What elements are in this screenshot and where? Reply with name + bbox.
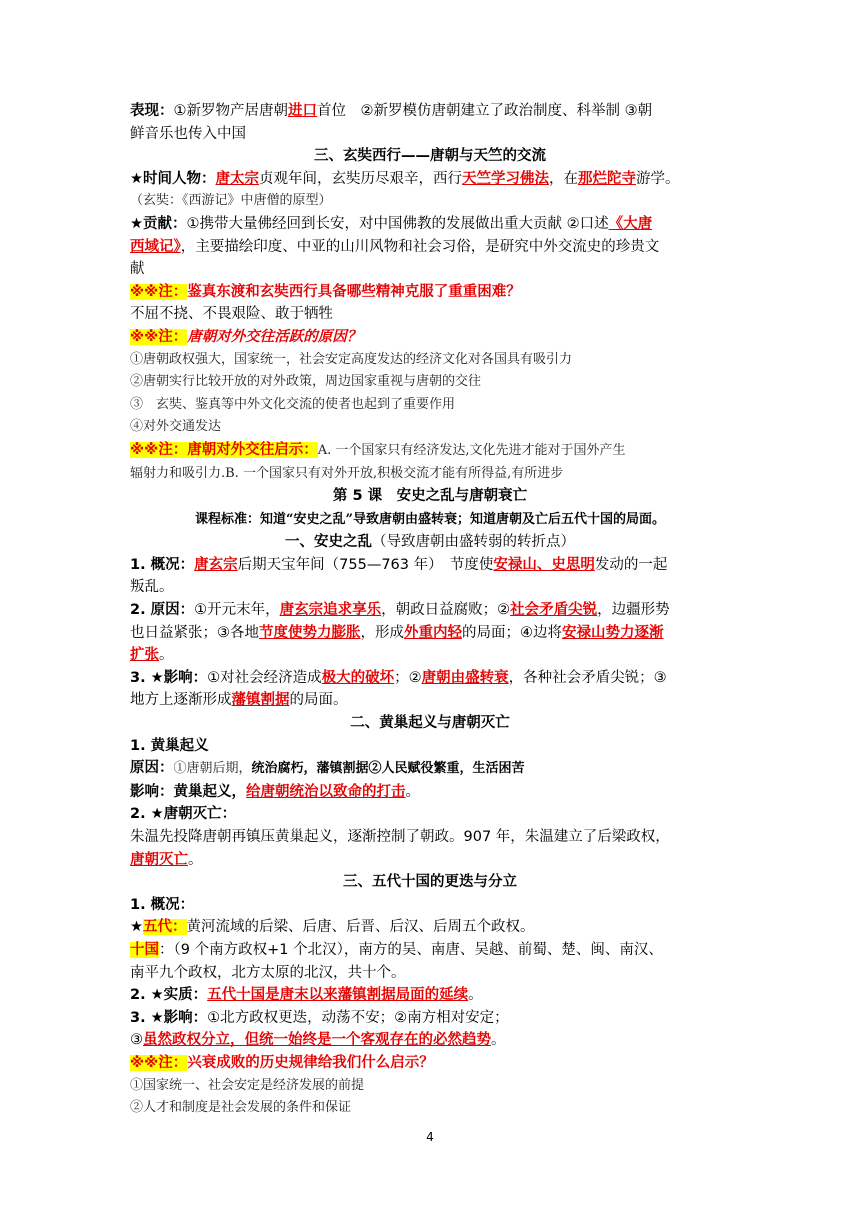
note-marker: ※※注： xyxy=(130,441,188,458)
paragraph-line xyxy=(130,984,730,1007)
text: ，形成 xyxy=(360,624,404,641)
text: ，朝政日益腐败；② xyxy=(381,602,511,619)
label: 3. ★影响： xyxy=(130,1009,208,1026)
text: ，主要描绘印度、中亚的山川风物和社会习俗，是研究中外交流史的珍贵文 xyxy=(180,238,660,255)
key-term: 节度使势力膨胀 xyxy=(259,624,361,641)
paragraph-line xyxy=(130,644,730,667)
star-marker: ★ xyxy=(130,919,143,936)
paragraph-line xyxy=(130,622,730,645)
key-term: 进口 xyxy=(288,103,317,119)
key-term: 唐玄宗 xyxy=(194,556,238,573)
label: 原因： xyxy=(130,760,174,777)
text: 。 xyxy=(491,1032,506,1049)
list-item: ①国家统一、社会安定是经济发展的前提 xyxy=(130,1077,365,1093)
label: 表现： xyxy=(130,103,174,119)
key-term: 那烂陀寺 xyxy=(578,170,636,187)
section-heading: 二、黄巢起义与唐朝灭亡 xyxy=(350,715,510,732)
text: 黄河流域的后梁、后唐、后晋、后汉、后周五个政权。 xyxy=(186,919,535,936)
paragraph-line: 南平九个政权，北方太原的北汉，共十个。 xyxy=(130,964,406,981)
text: 地方上逐渐形成 xyxy=(130,692,232,709)
text: ①北方政权更迭，动荡不安；②南方相对安定； xyxy=(207,1009,509,1026)
paragraph-line xyxy=(130,1007,730,1030)
text: ①新罗物产居唐朝 xyxy=(173,103,288,119)
note-heading xyxy=(130,439,730,463)
key-term: 唐朝由盛转衰 xyxy=(421,669,509,686)
text: A. 一个国家只有经济发达,文化先进才能对于国外产生 xyxy=(317,442,626,458)
list-item: ③ 玄奘、鉴真等中外文化交流的使者也起到了重要作用 xyxy=(130,396,456,412)
section-heading: 三、玄奘西行——唐朝与天竺的交流 xyxy=(314,148,546,165)
lesson-title: 第 5 课 安史之乱与唐朝衰亡 xyxy=(332,488,528,505)
note-question: 唐朝对外交往活跃的原因？ xyxy=(187,328,362,345)
page-number: 4 xyxy=(426,1130,434,1144)
section-heading: 三、五代十国的更迭与分立 xyxy=(343,874,517,891)
paragraph-line: 朱温先投降唐朝再镇压黄巢起义，逐渐控制了朝政。907 年，朱温建立了后梁政权， xyxy=(130,829,670,845)
list-item: ②唐朝实行比较开放的对外政策，周边国家重视与唐朝的交往 xyxy=(130,374,482,390)
text: ③ xyxy=(130,1032,143,1049)
note-line: （玄奘：《西游记》中唐僧的原型） xyxy=(130,193,332,209)
paragraph-line xyxy=(130,916,730,939)
key-term: 社会矛盾尖锐 xyxy=(510,602,598,619)
note-heading xyxy=(130,1052,730,1075)
paragraph-line: 鲜音乐也传入中国 xyxy=(130,125,246,142)
text: 。 xyxy=(159,647,174,664)
document-body xyxy=(130,100,730,1120)
text: 。 xyxy=(188,851,203,868)
paragraph-line xyxy=(130,599,730,622)
key-term: 安禄山势力逐渐 xyxy=(562,624,664,641)
text: 首位 ②新罗模仿唐朝建立了政治制度、科举制 ③朝 xyxy=(317,103,653,119)
key-term: 唐玄宗追求享乐 xyxy=(279,602,382,619)
note-heading xyxy=(130,281,730,304)
paragraph-line xyxy=(130,554,730,577)
text: 的局面；④边将 xyxy=(462,624,562,641)
paragraph-line xyxy=(130,236,730,259)
paragraph-line xyxy=(130,667,730,690)
text: 也日益紧张；③各地 xyxy=(130,624,259,641)
text: ，各种社会矛盾尖锐；③ xyxy=(508,669,667,686)
key-term: 外重内轻 xyxy=(404,624,462,641)
text: ，边疆形势 xyxy=(597,602,670,619)
key-term: 五代： xyxy=(143,919,187,936)
paragraph-line: 不屈不挠、不畏艰险、敢于牺牲 xyxy=(130,306,333,323)
text: ；② xyxy=(394,669,422,686)
list-item: ④对外交通发达 xyxy=(130,419,222,435)
paragraph-line: 献 xyxy=(130,261,145,278)
paragraph-line: 叛乱。 xyxy=(130,579,174,596)
text: 。 xyxy=(405,783,420,800)
paragraph-line xyxy=(130,939,730,962)
paragraph-line xyxy=(130,689,730,712)
text: 发动的一起 xyxy=(594,556,668,573)
key-term: 天竺学习佛法 xyxy=(462,170,549,187)
course-standard xyxy=(130,508,730,532)
paragraph-line xyxy=(130,168,730,191)
heading-text: 一、安史之乱 xyxy=(285,534,372,551)
text: 贞观年间，玄奘历尽艰辛，西行 xyxy=(259,170,462,187)
label: ★时间人物： xyxy=(130,170,216,187)
label: ★贡献： xyxy=(130,215,187,232)
text: ①携带大量佛经回到长安，对中国佛教的发展做出重大贡献 ②口述 xyxy=(186,215,609,232)
text: 游学。 xyxy=(636,170,680,187)
list-item: ②人才和制度是社会发展的条件和保证 xyxy=(130,1100,352,1116)
text: 的局面。 xyxy=(289,692,348,709)
key-term: 藩镇割据 xyxy=(231,692,290,709)
list-item: ①唐朝政权强大，国家统一，社会安定高度发达的经济文化对各国具有吸引力 xyxy=(130,351,573,367)
label: 1. 概况： xyxy=(130,556,195,573)
key-term: 唐朝灭亡 xyxy=(130,851,188,868)
text: 。 xyxy=(468,987,483,1004)
note-question: 唐朝对外交往启示： xyxy=(187,441,318,458)
label: 3. ★影响： xyxy=(130,669,208,686)
paragraph-line: 辐射力和吸引力.B. 一个国家只有对外开放,积极交流才能有所得益,有所进步 xyxy=(130,465,564,481)
text: ①开元末年， xyxy=(194,602,280,619)
text: 后期天宝年间（755—763 年） 节度使 xyxy=(237,556,494,573)
note-heading xyxy=(130,326,730,349)
key-term: 《大唐 xyxy=(608,215,653,232)
text: ①唐朝后期， xyxy=(173,761,252,777)
label: 课程标准： xyxy=(195,511,261,527)
note-marker: ※※注： xyxy=(130,328,188,345)
paragraph-line xyxy=(130,849,730,872)
label: 影响：黄巢起义， xyxy=(130,783,246,800)
key-term: 极大的破坏 xyxy=(321,669,395,686)
paragraph-line xyxy=(130,100,730,123)
note-question: 鉴真东渡和玄奘西行具备哪些精神克服了重重困难？ xyxy=(187,283,521,300)
text: 知道“安史之乱”导致唐朝由盛转衰；知道唐朝及亡后五代十国的局面。 xyxy=(260,511,665,527)
subheading: 1. 概况： xyxy=(130,896,195,913)
text: 统治腐朽，藩镇割据②人民赋役繁重，生活困苦 xyxy=(251,761,525,777)
key-term: 给唐朝统治以致命的打击 xyxy=(246,783,406,800)
key-term: 安禄山、史思明 xyxy=(493,556,595,573)
text: ①对社会经济造成 xyxy=(207,669,322,686)
paragraph-line xyxy=(130,213,730,236)
key-term: 虽然政权分立，但统一始终是一个客观存在的必然趋势 xyxy=(143,1032,491,1049)
text: ：（9 个南方政权+1 个北汉），南方的吴、南唐、吴越、前蜀、楚、闽、南汉、 xyxy=(159,941,663,958)
label: 2. ★实质： xyxy=(130,987,208,1004)
subheading: 1. 黄巢起义 xyxy=(130,737,209,754)
key-term: 唐太宗 xyxy=(215,170,259,187)
subheading: 2. ★唐朝灭亡： xyxy=(130,806,237,823)
key-term: 十国 xyxy=(130,941,159,958)
key-term: 西域记》 xyxy=(130,238,181,255)
section-heading xyxy=(130,531,730,554)
heading-note: （导致唐朝由盛转弱的转折点） xyxy=(372,534,575,551)
paragraph-line xyxy=(130,781,730,804)
label: 2. 原因： xyxy=(130,602,195,619)
note-marker: ※※注： xyxy=(130,283,188,300)
text: ，在 xyxy=(549,170,578,187)
paragraph-line xyxy=(130,757,730,781)
note-question: 兴衰成败的历史规律给我们什么启示？ xyxy=(187,1054,434,1071)
note-marker: ※※注： xyxy=(130,1054,188,1071)
key-term: 五代十国是唐末以来藩镇割据局面的延续 xyxy=(207,987,469,1004)
key-term: 扩张 xyxy=(130,647,159,664)
paragraph-line xyxy=(130,1029,730,1052)
